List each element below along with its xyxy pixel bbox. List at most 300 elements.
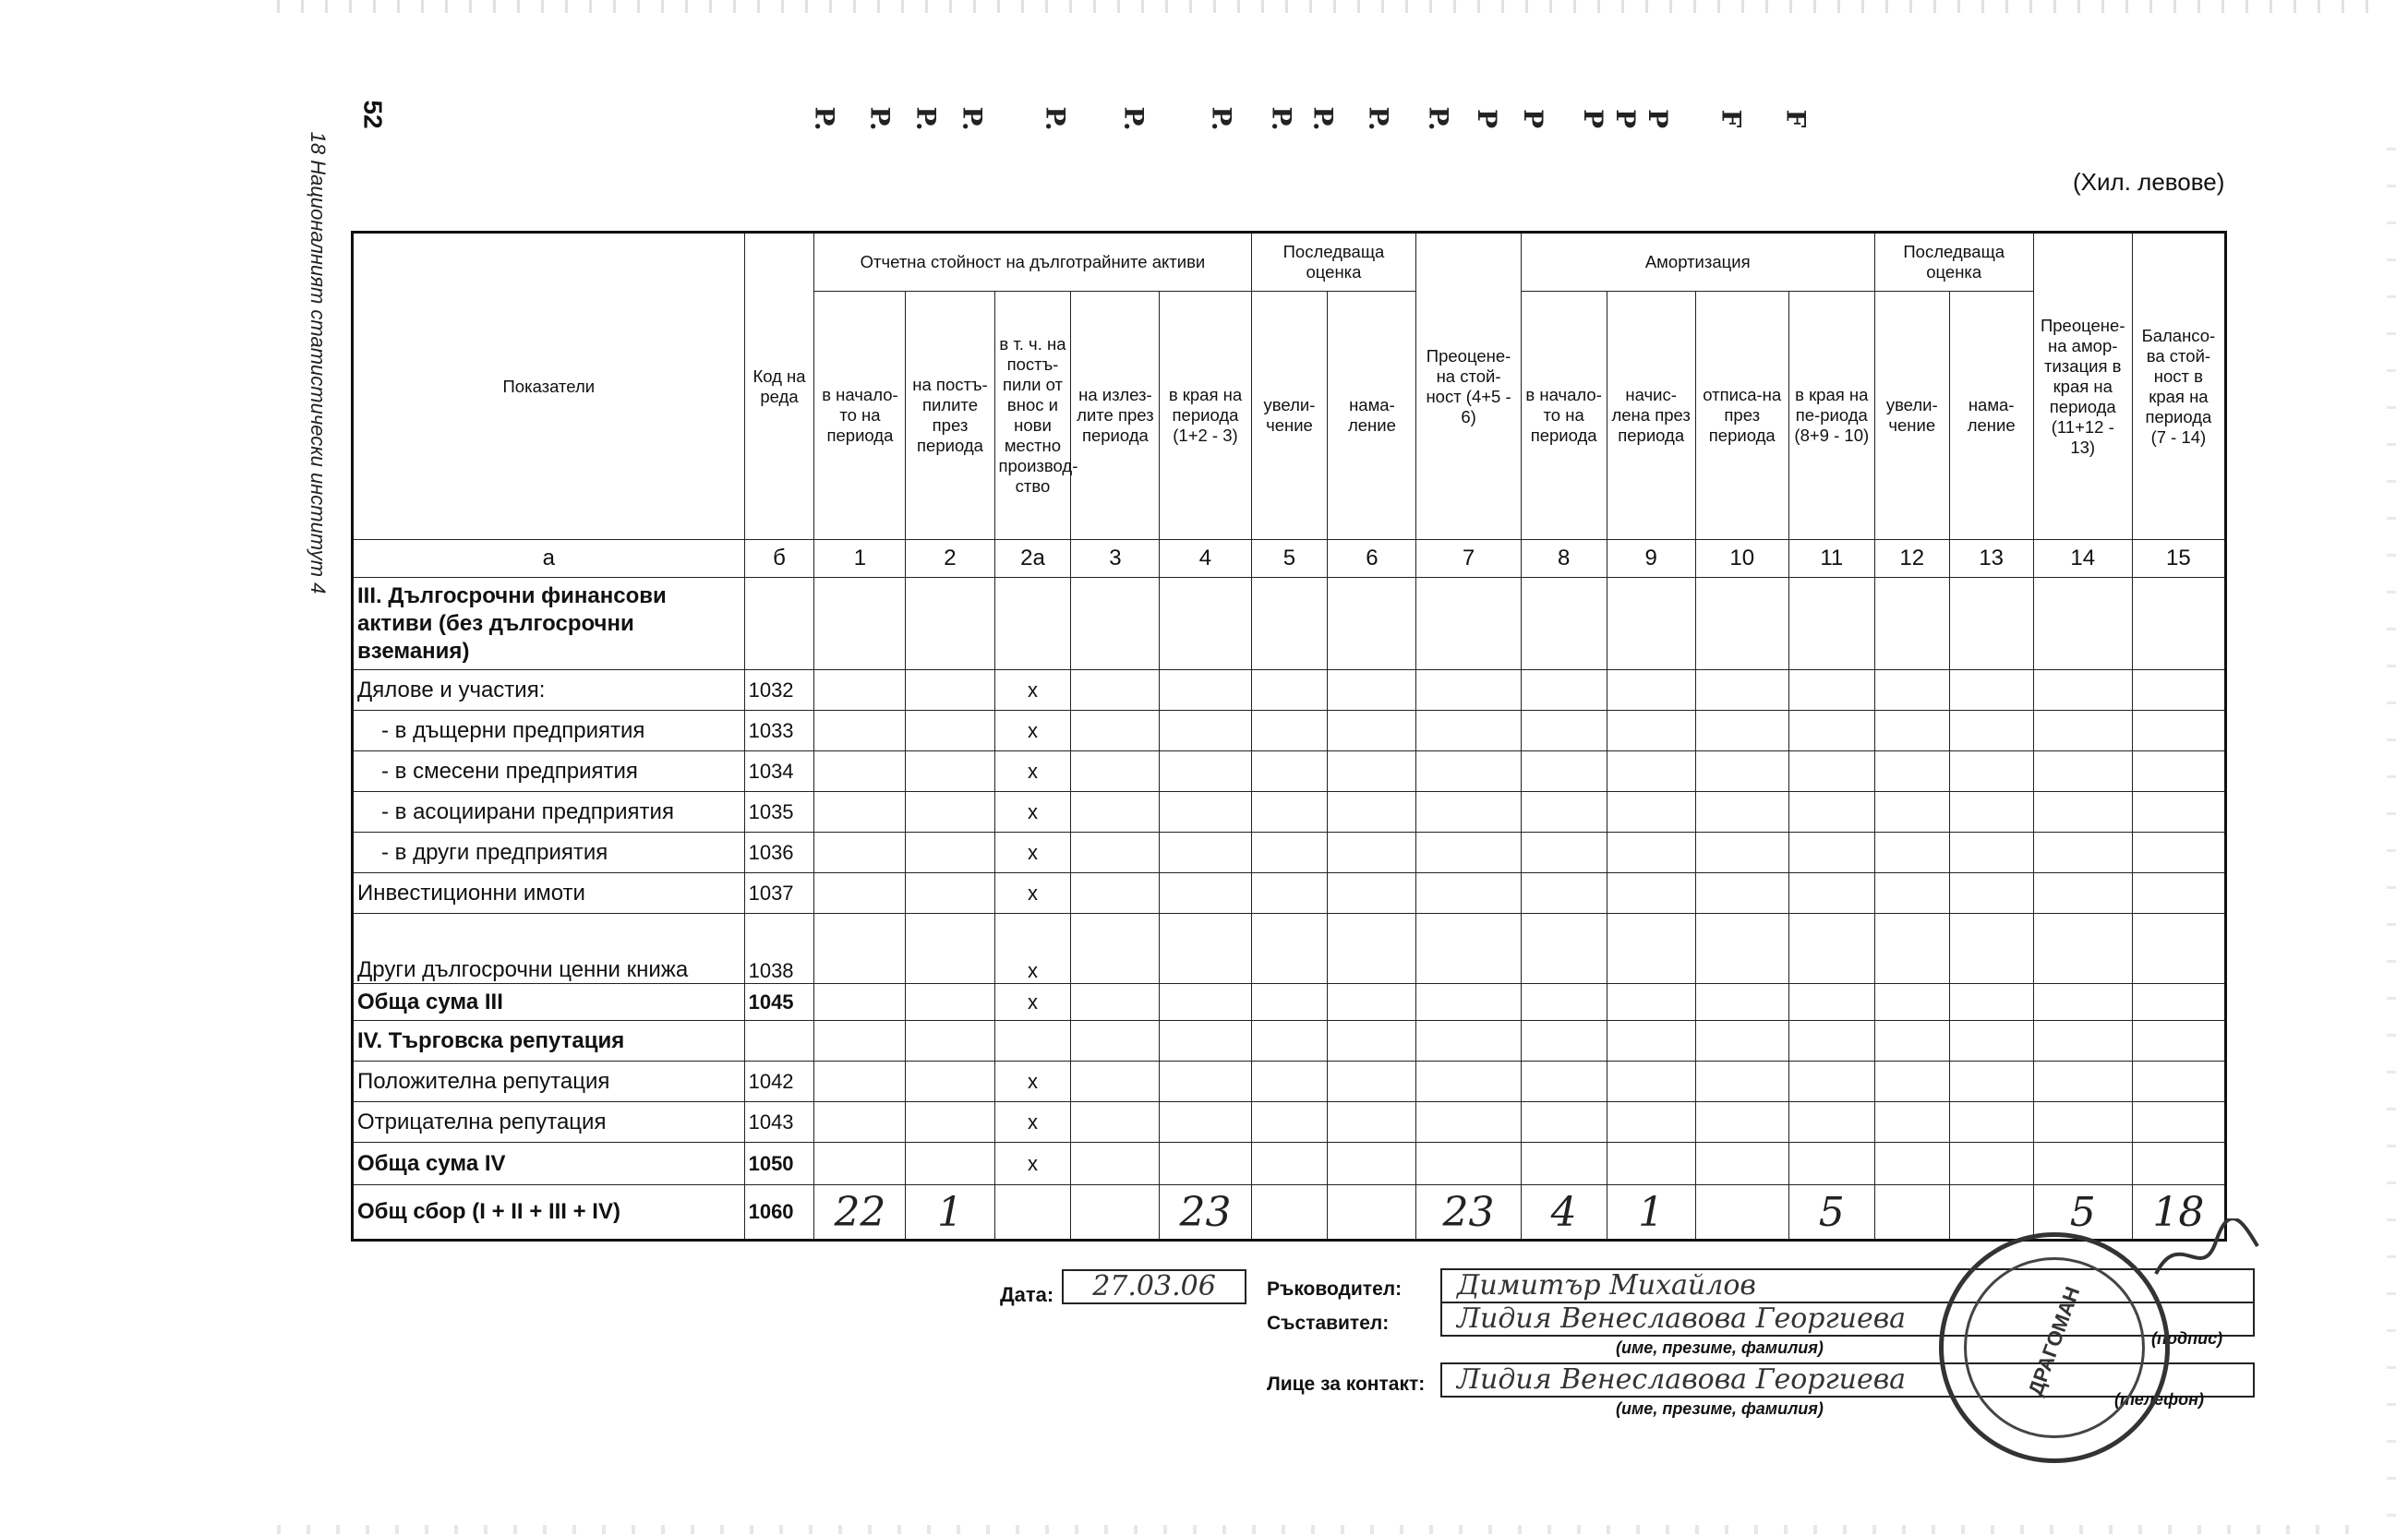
value-cell[interactable]: [1788, 1062, 1874, 1102]
value-cell[interactable]: [1521, 751, 1607, 792]
value-cell[interactable]: [1071, 914, 1160, 984]
value-cell[interactable]: [814, 751, 906, 792]
value-cell[interactable]: [1607, 670, 1695, 711]
value-cell[interactable]: [1251, 1021, 1328, 1062]
contact-signature-field[interactable]: Лидия Венеславова Георгиева: [1440, 1362, 2255, 1398]
value-cell[interactable]: [1328, 833, 1416, 873]
cell-not-applicable[interactable]: x: [994, 670, 1071, 711]
value-cell[interactable]: [1071, 1143, 1160, 1185]
name-caption: (име, презиме, фамилия): [1616, 1338, 1824, 1357]
cell-not-applicable[interactable]: x: [994, 751, 1071, 792]
cell-not-applicable[interactable]: [994, 1021, 1071, 1062]
cell-not-applicable[interactable]: x: [994, 873, 1071, 914]
manager-signature-field[interactable]: Димитър Михайлов: [1440, 1268, 2255, 1303]
total-value-c14[interactable]: 5: [2033, 1185, 2132, 1241]
value-cell[interactable]: [1416, 1062, 1521, 1102]
header-col-6: нама-ление: [1328, 292, 1416, 540]
value-cell[interactable]: [2033, 1102, 2132, 1143]
value-cell[interactable]: [1160, 914, 1251, 984]
total-value-c11[interactable]: 5: [1788, 1185, 1874, 1241]
value-cell[interactable]: [1949, 792, 2033, 833]
value-cell[interactable]: [1521, 578, 1607, 670]
value-cell[interactable]: [814, 1021, 906, 1062]
value-cell[interactable]: [1695, 1102, 1788, 1143]
value-cell[interactable]: [1521, 1062, 1607, 1102]
header-col-8: в начало-то на периода: [1521, 292, 1607, 540]
value-cell[interactable]: [1160, 792, 1251, 833]
header-indicators: Показатели: [353, 233, 745, 540]
value-cell[interactable]: [2033, 914, 2132, 984]
value-cell[interactable]: [1416, 984, 1521, 1021]
table-row: [353, 670, 2226, 711]
row-code: 1034: [744, 751, 814, 792]
value-cell[interactable]: [1788, 1102, 1874, 1143]
report-table: [351, 231, 2227, 1242]
header-row-code: Код на реда: [744, 233, 814, 540]
value-cell[interactable]: [1695, 578, 1788, 670]
value-cell[interactable]: [1874, 751, 1949, 792]
value-cell[interactable]: [1328, 670, 1416, 711]
value-cell[interactable]: [1874, 1143, 1949, 1185]
value-cell[interactable]: [1328, 984, 1416, 1021]
row-label: Инвестиционни имоти: [353, 873, 745, 914]
ghost-mark: F: [1780, 109, 1812, 128]
value-cell[interactable]: [1071, 1062, 1160, 1102]
cell-not-applicable[interactable]: x: [994, 1102, 1071, 1143]
header-revaluation-2: Последваща оценка: [1874, 233, 2033, 292]
cell-not-applicable[interactable]: x: [994, 792, 1071, 833]
value-cell[interactable]: [2132, 914, 2225, 984]
value-cell[interactable]: [1160, 833, 1251, 873]
row-code: 1035: [744, 792, 814, 833]
value-cell[interactable]: [1521, 1102, 1607, 1143]
value-cell[interactable]: [1251, 873, 1328, 914]
row-code: 1045: [744, 984, 814, 1021]
manager-label: Ръководител:: [1267, 1278, 1403, 1300]
value-cell[interactable]: [1788, 1021, 1874, 1062]
value-cell[interactable]: [1874, 914, 1949, 984]
value-cell[interactable]: [906, 711, 994, 751]
value-cell[interactable]: [2033, 792, 2132, 833]
value-cell[interactable]: [1788, 984, 1874, 1021]
header-col-5: увели-чение: [1251, 292, 1328, 540]
value-cell[interactable]: [1607, 792, 1695, 833]
column-index-cell: а: [353, 540, 745, 578]
value-cell[interactable]: [1607, 1102, 1695, 1143]
value-cell[interactable]: [2132, 711, 2225, 751]
value-cell[interactable]: [1788, 578, 1874, 670]
value-cell[interactable]: [1251, 751, 1328, 792]
value-cell[interactable]: [2033, 711, 2132, 751]
value-cell[interactable]: [906, 751, 994, 792]
value-cell[interactable]: [1071, 984, 1160, 1021]
value-cell[interactable]: [1695, 1062, 1788, 1102]
cell-not-applicable[interactable]: x: [994, 984, 1071, 1021]
value-cell[interactable]: [1251, 578, 1328, 670]
ghost-mark: P.: [1118, 106, 1150, 131]
value-cell[interactable]: [814, 984, 906, 1021]
header-col-12: увели-чение: [1874, 292, 1949, 540]
value-cell[interactable]: [1874, 833, 1949, 873]
cell-not-applicable[interactable]: x: [994, 711, 1071, 751]
value-cell[interactable]: [1071, 833, 1160, 873]
row-label: - в дъщерни предприятия: [353, 711, 745, 751]
row-code: 1042: [744, 1062, 814, 1102]
header-col-11: в края на пе-риода (8+9 - 10): [1788, 292, 1874, 540]
value-cell[interactable]: [814, 1143, 906, 1185]
value-cell[interactable]: [1788, 833, 1874, 873]
cell-not-applicable[interactable]: [994, 578, 1071, 670]
total-value-c7[interactable]: 23: [1416, 1185, 1521, 1241]
ghost-mark: P: [1578, 108, 1609, 129]
row-label: Отрицателна репутация: [353, 1102, 745, 1143]
value-cell[interactable]: [1695, 711, 1788, 751]
value-cell[interactable]: [814, 873, 906, 914]
value-cell[interactable]: [1160, 711, 1251, 751]
value-cell[interactable]: [1071, 1102, 1160, 1143]
value-cell[interactable]: [1949, 833, 2033, 873]
row-label: Положителна репутация: [353, 1062, 745, 1102]
table-row: [353, 873, 2226, 914]
value-cell[interactable]: [2132, 578, 2225, 670]
value-cell[interactable]: [906, 833, 994, 873]
value-cell[interactable]: [1788, 1143, 1874, 1185]
value-cell[interactable]: [1328, 1102, 1416, 1143]
table-row: [353, 711, 2226, 751]
value-cell[interactable]: [2033, 873, 2132, 914]
name-caption-2: (име, презиме, фамилия): [1616, 1399, 1824, 1418]
value-cell[interactable]: [1328, 914, 1416, 984]
cell-not-applicable[interactable]: x: [994, 833, 1071, 873]
stamp-text: ДРАГОМАН: [2023, 1283, 2085, 1399]
value-cell[interactable]: [1607, 711, 1695, 751]
value-cell[interactable]: [1521, 833, 1607, 873]
value-cell[interactable]: [906, 1102, 994, 1143]
value-cell[interactable]: [1607, 751, 1695, 792]
value-cell[interactable]: [1521, 1021, 1607, 1062]
composer-signature-field[interactable]: Лидия Венеславова Георгиева: [1440, 1302, 2255, 1337]
value-cell[interactable]: [814, 578, 906, 670]
value-cell[interactable]: [1071, 1021, 1160, 1062]
row-code: [744, 578, 814, 670]
value-cell[interactable]: [1160, 578, 1251, 670]
ghost-mark: P: [1518, 108, 1549, 129]
value-cell[interactable]: [1695, 1143, 1788, 1185]
value-cell[interactable]: [1521, 984, 1607, 1021]
value-cell[interactable]: [1949, 670, 2033, 711]
header-col-2: на постъ-пилите през периода: [906, 292, 994, 540]
row-code: 1036: [744, 833, 814, 873]
row-label: - в смесени предприятия: [353, 751, 745, 792]
row-label: III. Дългосрочни финансови активи (без дългосрочни вземания): [353, 578, 745, 670]
value-cell[interactable]: [1416, 873, 1521, 914]
value-cell[interactable]: [2033, 751, 2132, 792]
value-cell[interactable]: [1607, 1062, 1695, 1102]
ghost-mark: P.: [1363, 106, 1394, 131]
value-cell[interactable]: [1521, 711, 1607, 751]
value-cell[interactable]: [1874, 711, 1949, 751]
value-cell[interactable]: [1695, 751, 1788, 792]
column-index-cell: 9: [1607, 540, 1695, 578]
scan-noise-right: [2387, 148, 2396, 1532]
cell-not-applicable[interactable]: x: [994, 1062, 1071, 1102]
value-cell[interactable]: [2132, 1102, 2225, 1143]
value-cell[interactable]: [1949, 1062, 2033, 1102]
header-amortization: Амортизация: [1521, 233, 1874, 292]
header-revalued-amortization: Преоцене-на амор-тизация в края на периода (11+12 - 13): [2033, 233, 2132, 540]
value-cell[interactable]: [1416, 578, 1521, 670]
value-cell[interactable]: [1607, 578, 1695, 670]
value-cell[interactable]: [906, 914, 994, 984]
value-cell[interactable]: [1071, 578, 1160, 670]
value-cell[interactable]: [1695, 873, 1788, 914]
total-value-c2[interactable]: 1: [906, 1185, 994, 1241]
bleed-through-marks: [809, 103, 2013, 150]
value-cell[interactable]: [1416, 1143, 1521, 1185]
value-cell[interactable]: [1251, 1062, 1328, 1102]
value-cell[interactable]: [2132, 751, 2225, 792]
row-label: Обща сума III: [353, 984, 745, 1021]
total-empty-cell[interactable]: [1949, 1185, 2033, 1241]
cell-not-applicable[interactable]: x: [994, 1143, 1071, 1185]
value-cell[interactable]: [1251, 792, 1328, 833]
value-cell[interactable]: [814, 914, 906, 984]
value-cell[interactable]: [1788, 792, 1874, 833]
value-cell[interactable]: [1874, 670, 1949, 711]
value-cell[interactable]: [1695, 1021, 1788, 1062]
value-cell[interactable]: [2132, 1062, 2225, 1102]
cell-not-applicable[interactable]: x: [994, 914, 1071, 984]
header-col-4: в края на периода (1+2 - 3): [1160, 292, 1251, 540]
value-cell[interactable]: [1949, 914, 2033, 984]
value-cell[interactable]: [2033, 984, 2132, 1021]
value-cell[interactable]: [1788, 873, 1874, 914]
value-cell[interactable]: [1071, 711, 1160, 751]
value-cell[interactable]: [1607, 1143, 1695, 1185]
signature-caption: (подпис): [2151, 1329, 2223, 1348]
value-cell[interactable]: [1328, 1021, 1416, 1062]
value-cell[interactable]: [1607, 833, 1695, 873]
value-cell[interactable]: [1521, 873, 1607, 914]
total-empty-cell[interactable]: [994, 1185, 1071, 1241]
column-index-cell: 8: [1521, 540, 1607, 578]
date-field[interactable]: 27.03.06: [1062, 1269, 1246, 1304]
row-code: 1033: [744, 711, 814, 751]
scan-noise-bottom: [277, 1525, 2354, 1534]
value-cell[interactable]: [1949, 1143, 2033, 1185]
value-cell[interactable]: [906, 984, 994, 1021]
value-cell[interactable]: [1160, 1143, 1251, 1185]
ghost-mark: P.: [1206, 106, 1237, 131]
total-value-c1[interactable]: 22: [814, 1185, 906, 1241]
ghost-mark: P: [1472, 108, 1503, 129]
value-cell[interactable]: [1160, 1021, 1251, 1062]
value-cell[interactable]: [1607, 984, 1695, 1021]
value-cell[interactable]: [1416, 833, 1521, 873]
row-label: Други дългосрочни ценни книжа: [353, 914, 745, 984]
value-cell[interactable]: [1160, 751, 1251, 792]
value-cell[interactable]: [1949, 873, 2033, 914]
value-cell[interactable]: [1328, 578, 1416, 670]
column-index-cell: 14: [2033, 540, 2132, 578]
value-cell[interactable]: [1874, 1021, 1949, 1062]
value-cell[interactable]: [1874, 984, 1949, 1021]
value-cell[interactable]: [1071, 751, 1160, 792]
header-revaluation-1: Последваща оценка: [1251, 233, 1416, 292]
value-cell[interactable]: [1328, 711, 1416, 751]
value-cell[interactable]: [2132, 792, 2225, 833]
value-cell[interactable]: [2033, 670, 2132, 711]
ghost-mark: P.: [1423, 106, 1454, 131]
value-cell[interactable]: [1251, 1102, 1328, 1143]
value-cell[interactable]: [1607, 1021, 1695, 1062]
value-cell[interactable]: [1416, 914, 1521, 984]
table-row: [353, 914, 2226, 984]
value-cell[interactable]: [1160, 984, 1251, 1021]
total-empty-cell[interactable]: [1695, 1185, 1788, 1241]
value-cell[interactable]: [1416, 1021, 1521, 1062]
value-cell[interactable]: [1695, 984, 1788, 1021]
value-cell[interactable]: [906, 670, 994, 711]
value-cell[interactable]: [2132, 1143, 2225, 1185]
value-cell[interactable]: [1328, 792, 1416, 833]
value-cell[interactable]: [1251, 670, 1328, 711]
column-index-cell: 10: [1695, 540, 1788, 578]
value-cell[interactable]: [1607, 914, 1695, 984]
total-value-c9[interactable]: 1: [1607, 1185, 1695, 1241]
value-cell[interactable]: [1251, 984, 1328, 1021]
value-cell[interactable]: [1416, 1102, 1521, 1143]
value-cell[interactable]: [814, 1102, 906, 1143]
units-caption: (Хил. левове): [2073, 168, 2225, 196]
value-cell[interactable]: [1071, 670, 1160, 711]
value-cell[interactable]: [1251, 1143, 1328, 1185]
value-cell[interactable]: [814, 670, 906, 711]
value-cell[interactable]: [1949, 1021, 2033, 1062]
value-cell[interactable]: [1788, 670, 1874, 711]
value-cell[interactable]: [1874, 873, 1949, 914]
total-empty-cell[interactable]: [1071, 1185, 1160, 1241]
value-cell[interactable]: [1251, 914, 1328, 984]
value-cell[interactable]: [1521, 914, 1607, 984]
value-cell[interactable]: [1695, 914, 1788, 984]
value-cell[interactable]: [1416, 751, 1521, 792]
table-row: [353, 1102, 2226, 1143]
value-cell[interactable]: [1071, 873, 1160, 914]
value-cell[interactable]: [1160, 1102, 1251, 1143]
page-number: 52: [358, 100, 388, 129]
value-cell[interactable]: [906, 1021, 994, 1062]
value-cell[interactable]: [1160, 670, 1251, 711]
value-cell[interactable]: [1251, 711, 1328, 751]
column-index-cell: б: [744, 540, 814, 578]
value-cell[interactable]: [1874, 1062, 1949, 1102]
value-cell[interactable]: [906, 792, 994, 833]
value-cell[interactable]: [2132, 670, 2225, 711]
table-row: [353, 1021, 2226, 1062]
row-label: Обща сума IV: [353, 1143, 745, 1185]
value-cell[interactable]: [1949, 751, 2033, 792]
value-cell[interactable]: [1416, 711, 1521, 751]
value-cell[interactable]: [2033, 833, 2132, 873]
total-empty-cell[interactable]: [1251, 1185, 1328, 1241]
value-cell[interactable]: [1949, 711, 2033, 751]
value-cell[interactable]: [1521, 1143, 1607, 1185]
row-code: 1043: [744, 1102, 814, 1143]
value-cell[interactable]: [2033, 1062, 2132, 1102]
row-label: - в други предприятия: [353, 833, 745, 873]
header-col-3: на излез-лите през периода: [1071, 292, 1160, 540]
header-col-2a: в т. ч. на постъ-пили от внос и нови местно производ-ство: [994, 292, 1071, 540]
value-cell[interactable]: [1788, 751, 1874, 792]
value-cell[interactable]: [1874, 1102, 1949, 1143]
value-cell[interactable]: [2132, 833, 2225, 873]
value-cell[interactable]: [1695, 670, 1788, 711]
table-row: [353, 1062, 2226, 1102]
ghost-mark: F: [1716, 109, 1747, 128]
ghost-mark: P.: [1040, 106, 1071, 131]
value-cell[interactable]: [1160, 873, 1251, 914]
value-cell[interactable]: [2033, 1021, 2132, 1062]
total-value-c15[interactable]: 18: [2132, 1185, 2225, 1241]
total-empty-cell[interactable]: [1874, 1185, 1949, 1241]
value-cell[interactable]: [1416, 792, 1521, 833]
value-cell[interactable]: [2033, 1143, 2132, 1185]
value-cell[interactable]: [814, 833, 906, 873]
value-cell[interactable]: [1874, 578, 1949, 670]
value-cell[interactable]: [1521, 670, 1607, 711]
value-cell[interactable]: [1874, 792, 1949, 833]
value-cell[interactable]: [906, 873, 994, 914]
value-cell[interactable]: [1328, 1143, 1416, 1185]
header-reporting-value: Отчетна стойност на дълготрайните активи: [814, 233, 1251, 292]
value-cell[interactable]: [1949, 1102, 2033, 1143]
total-value-c8[interactable]: 4: [1521, 1185, 1607, 1241]
total-value-c4[interactable]: 23: [1160, 1185, 1251, 1241]
value-cell[interactable]: [906, 1062, 994, 1102]
value-cell[interactable]: [1160, 1062, 1251, 1102]
value-cell[interactable]: [1328, 751, 1416, 792]
value-cell[interactable]: [1416, 670, 1521, 711]
value-cell[interactable]: [1071, 792, 1160, 833]
value-cell[interactable]: [1695, 792, 1788, 833]
table-row: [353, 792, 2226, 833]
value-cell[interactable]: [1695, 833, 1788, 873]
value-cell[interactable]: [906, 578, 994, 670]
value-cell[interactable]: [906, 1143, 994, 1185]
value-cell[interactable]: [2033, 578, 2132, 670]
value-cell[interactable]: [1788, 711, 1874, 751]
value-cell[interactable]: [1328, 873, 1416, 914]
value-cell[interactable]: [1328, 1062, 1416, 1102]
value-cell[interactable]: [814, 711, 906, 751]
value-cell[interactable]: [1607, 873, 1695, 914]
value-cell[interactable]: [1949, 578, 2033, 670]
value-cell[interactable]: [2132, 1021, 2225, 1062]
total-empty-cell[interactable]: [1328, 1185, 1416, 1241]
value-cell[interactable]: [1788, 914, 1874, 984]
value-cell[interactable]: [2132, 984, 2225, 1021]
header-col-10: отписа-на през периода: [1695, 292, 1788, 540]
composer-label: Съставител:: [1267, 1313, 1390, 1334]
total-row: [353, 1185, 2226, 1241]
value-cell[interactable]: [1521, 792, 1607, 833]
value-cell[interactable]: [1949, 984, 2033, 1021]
value-cell[interactable]: [2132, 873, 2225, 914]
value-cell[interactable]: [814, 1062, 906, 1102]
value-cell[interactable]: [814, 792, 906, 833]
value-cell[interactable]: [1251, 833, 1328, 873]
